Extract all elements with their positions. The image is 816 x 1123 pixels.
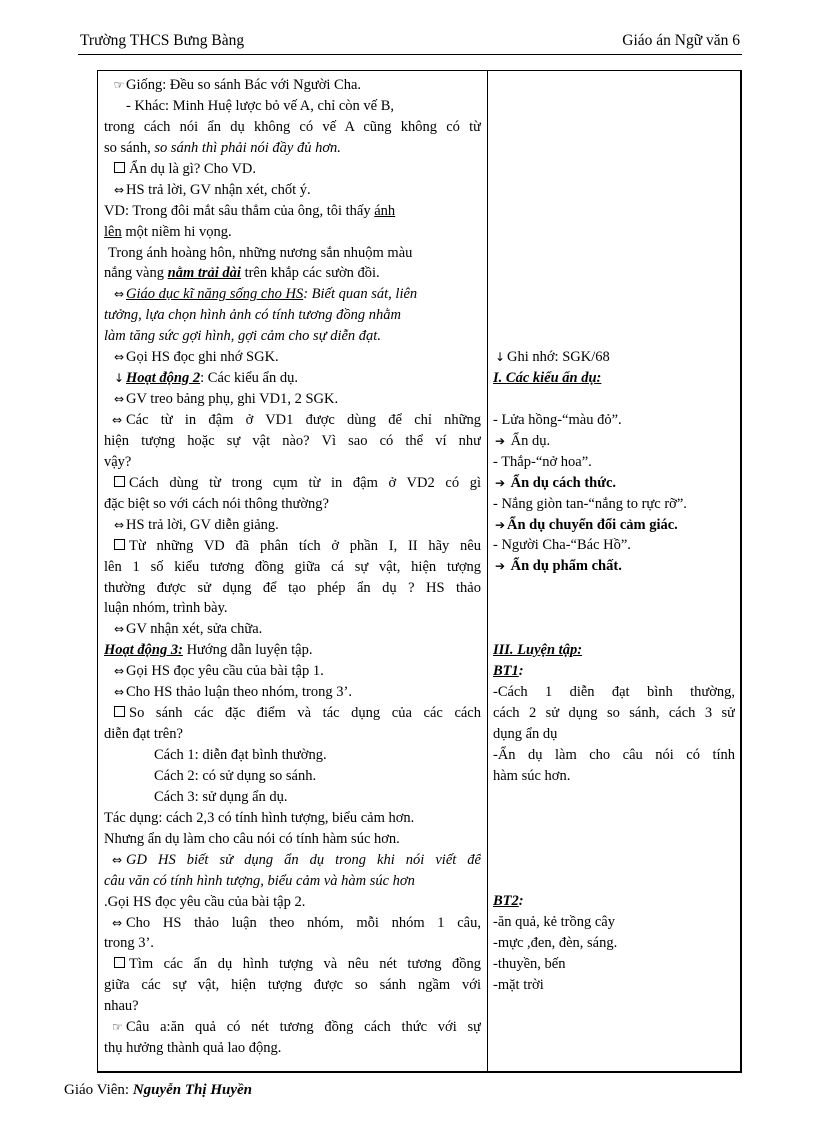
text-line: ☞ Câu a:ăn quả có nét tương đồng cách thức với sự xyxy=(104,1017,481,1038)
text-line: ⇔ GD HS biết sử dụng ẩn dụ trong khi nói viết để xyxy=(104,850,481,871)
text-line: ↓ Ghi nhớ: SGK/68 xyxy=(493,347,735,368)
text-line: ⇔ Gọi HS đọc ghi nhớ SGK. xyxy=(104,347,481,368)
text-line: .Gọi HS đọc yêu cầu của bài tập 2. xyxy=(104,893,306,910)
double-arrow-icon: ⇔ xyxy=(113,685,125,700)
page-footer xyxy=(64,1082,252,1099)
text-line: diễn đạt trên? xyxy=(104,726,183,743)
text-line: ⇔ HS trả lời, GV nhận xét, chốt ý. xyxy=(104,180,481,201)
text-line: - Khác: Minh Huệ lược bỏ vế A, chỉ còn vế B, xyxy=(126,97,395,114)
question-box-icon xyxy=(114,476,125,487)
text-line: dụng ẩn dụ xyxy=(493,725,558,742)
text-line: ⇔ HS trả lời, GV diễn giảng. xyxy=(104,515,481,536)
text-line: ⇔ Cho HS thảo luận theo nhóm, trong 3’. xyxy=(104,682,481,703)
text-line: - Lửa hồng-“màu đỏ”. xyxy=(493,411,622,428)
double-arrow-icon: ⇔ xyxy=(112,852,123,867)
text-line: giữa các sự vật, hiện tượng được so sánh ngầm với xyxy=(104,977,481,994)
question-box-icon xyxy=(114,162,125,173)
double-arrow-icon: ⇔ xyxy=(113,182,125,197)
text-line: so sánh, so sánh thì phải nói đầy đủ hơn. xyxy=(104,139,341,156)
question-box-icon xyxy=(114,539,125,550)
double-arrow-icon: ⇔ xyxy=(113,350,125,365)
double-arrow-icon: ⇔ xyxy=(113,622,125,637)
double-arrow-icon: ⇔ xyxy=(112,413,123,427)
text-line: ⇔ Giáo dục kĩ năng sống cho HS: Biết quan sát, liên xyxy=(104,284,481,305)
text-line: ↓ Hoạt động 2: Các kiểu ẩn dụ. xyxy=(104,368,481,389)
text-line: thụ hưởng thành quả lao động. xyxy=(104,1040,282,1057)
content-column xyxy=(493,75,735,996)
text-line: ⇔ Cho HS thảo luận theo nhóm, mỗi nhóm 1 câu, xyxy=(104,913,481,934)
text-line: Ẩn dụ là gì? Cho VD. xyxy=(104,159,481,180)
text-line: ➔ Ẩn dụ phẩm chất. xyxy=(493,556,735,577)
text-line: Tác dụng: cách 2,3 có tính hình tượng, biểu cảm hơn. xyxy=(104,809,415,826)
text-line: Cách 3: sử dụng ẩn dụ. xyxy=(154,788,288,805)
right-arrow-icon: ➔ xyxy=(494,433,506,448)
section-heading: I. Các kiểu ẩn dụ: xyxy=(493,369,602,386)
text-line: ➔ Ẩn dụ chuyển đổi cảm giác. xyxy=(493,515,735,536)
text-line: - Nắng giòn tan-“nắng to rực rỡ”. xyxy=(493,495,687,512)
text-line: Từ những VD đã phân tích ở phần I, II hãy nêu xyxy=(104,536,481,557)
text-line: So sánh các đặc điểm và tác dụng của các cách xyxy=(104,703,481,724)
text-line: Trong ánh hoàng hôn, những nương sắn nhuộm màu xyxy=(108,244,413,261)
text-line: luận nhóm, trình bày. xyxy=(104,600,228,617)
text-line: lên 1 số kiểu tương đồng giữa cá sự vật, hiện tượng xyxy=(104,558,481,575)
exercise-label: BT2: xyxy=(493,893,524,910)
down-arrow-icon: ↓ xyxy=(113,371,125,386)
exercise-label: BT1: xyxy=(493,663,524,680)
text-line: -mặt trời xyxy=(493,977,544,994)
text-line: Cách dùng từ trong cụm từ in đậm ở VD2 có gì xyxy=(104,473,481,494)
text-line: làm tăng sức gợi hình, gợi cảm cho sự diễn đạt. xyxy=(104,328,381,345)
text-line: -Cách 1 diễn đạt bình thường, xyxy=(493,684,735,700)
text-line: trong cách nói ẩn dụ không có vế A cũng không có từ xyxy=(104,118,481,135)
teacher-label: Giáo Viên: xyxy=(64,1082,133,1098)
text-line: Tìm các ẩn dụ hình tượng và nêu nét tương đồng xyxy=(104,954,481,975)
text-line: ➔ Ẩn dụ. xyxy=(493,431,735,452)
double-arrow-icon: ⇔ xyxy=(113,517,125,532)
right-arrow-icon: ➔ xyxy=(494,517,506,532)
text-line: thường được sử dụng để tạo phép ẩn dụ ? HS thảo xyxy=(104,579,481,596)
text-line: vậy? xyxy=(104,453,132,470)
text-line: Cách 1: diễn đạt bình thường. xyxy=(154,747,327,763)
double-arrow-icon: ⇔ xyxy=(113,392,125,407)
activities-column xyxy=(104,75,481,1059)
text-line: - Thắp-“nở hoa”. xyxy=(493,453,592,470)
text-line: câu văn có tính hình tượng, biểu cảm và hàm súc hơn xyxy=(104,872,415,889)
text-line: ⇔ GV treo bảng phụ, ghi VD1, 2 SGK. xyxy=(104,389,481,410)
page-header xyxy=(78,32,742,55)
text-line: Cách 2: có sử dụng so sánh. xyxy=(154,767,317,784)
right-arrow-icon: ➔ xyxy=(494,559,506,574)
teacher-name: Nguyễn Thị Huyền xyxy=(132,1082,252,1098)
hand-pointer-icon: ☞ xyxy=(113,78,125,92)
text-line: VD: Trong đôi mắt sâu thẳm của ông, tôi thấy ánh xyxy=(104,202,396,219)
text-line: lên một niềm hi vọng. xyxy=(104,223,232,240)
question-box-icon xyxy=(114,957,125,968)
text-line: Hoạt động 3: Hướng dẫn luyện tập. xyxy=(104,642,313,659)
double-arrow-icon: ⇔ xyxy=(112,915,123,930)
text-line: -Ẩn dụ làm cho câu nói có tính xyxy=(493,746,735,763)
double-arrow-icon: ⇔ xyxy=(113,664,125,679)
right-arrow-icon: ➔ xyxy=(494,475,506,490)
text-line: hàm súc hơn. xyxy=(493,767,571,784)
text-line: ⇔ Gọi HS đọc yêu cầu của bài tập 1. xyxy=(104,661,481,682)
school-name: Trường THCS Bưng Bàng xyxy=(80,32,245,49)
text-line: -mực ,đen, đèn, sáng. xyxy=(493,935,618,952)
text-line: - Người Cha-“Bác Hồ”. xyxy=(493,537,631,554)
text-line: ➔ Ẩn dụ cách thức. xyxy=(493,473,735,494)
question-box-icon xyxy=(114,706,125,717)
section-heading: III. Luyện tập: xyxy=(493,642,583,659)
down-arrow-icon: ↓ xyxy=(494,350,506,364)
double-arrow-icon: ⇔ xyxy=(113,287,125,302)
text-line: ⇔ Các từ in đậm ở VD1 được dùng để chỉ những xyxy=(104,410,481,431)
text-line: -ăn quả, kẻ trồng cây xyxy=(493,914,615,931)
hand-pointer-icon: ☞ xyxy=(112,1020,123,1035)
column-divider xyxy=(487,70,488,1073)
text-line: ☞ Giống: Đều so sánh Bác với Người Cha. xyxy=(104,75,481,96)
text-line: nắng vàng nằm trải dài trên khắp các sườn đồi. xyxy=(104,265,380,282)
text-line: cách 2 sử dụng so sánh, cách 3 sử xyxy=(493,704,735,721)
text-line: đặc biệt so với cách nói thông thường? xyxy=(104,495,329,512)
document-title: Giáo án Ngữ văn 6 xyxy=(622,32,740,49)
text-line: hiện tượng hoặc sự vật nào? Vì sao có thể ví như xyxy=(104,432,481,449)
text-line: tưởng, lựa chọn hình ảnh có tính tương đồng nhằm xyxy=(104,307,401,324)
text-line: nhau? xyxy=(104,998,139,1015)
text-line: -thuyền, bến xyxy=(493,956,566,973)
text-line: ⇔ GV nhận xét, sửa chữa. xyxy=(104,619,481,640)
text-line: trong 3’. xyxy=(104,935,154,952)
text-line: Nhưng ẩn dụ làm cho câu nói có tính hàm súc hơn. xyxy=(104,830,400,847)
